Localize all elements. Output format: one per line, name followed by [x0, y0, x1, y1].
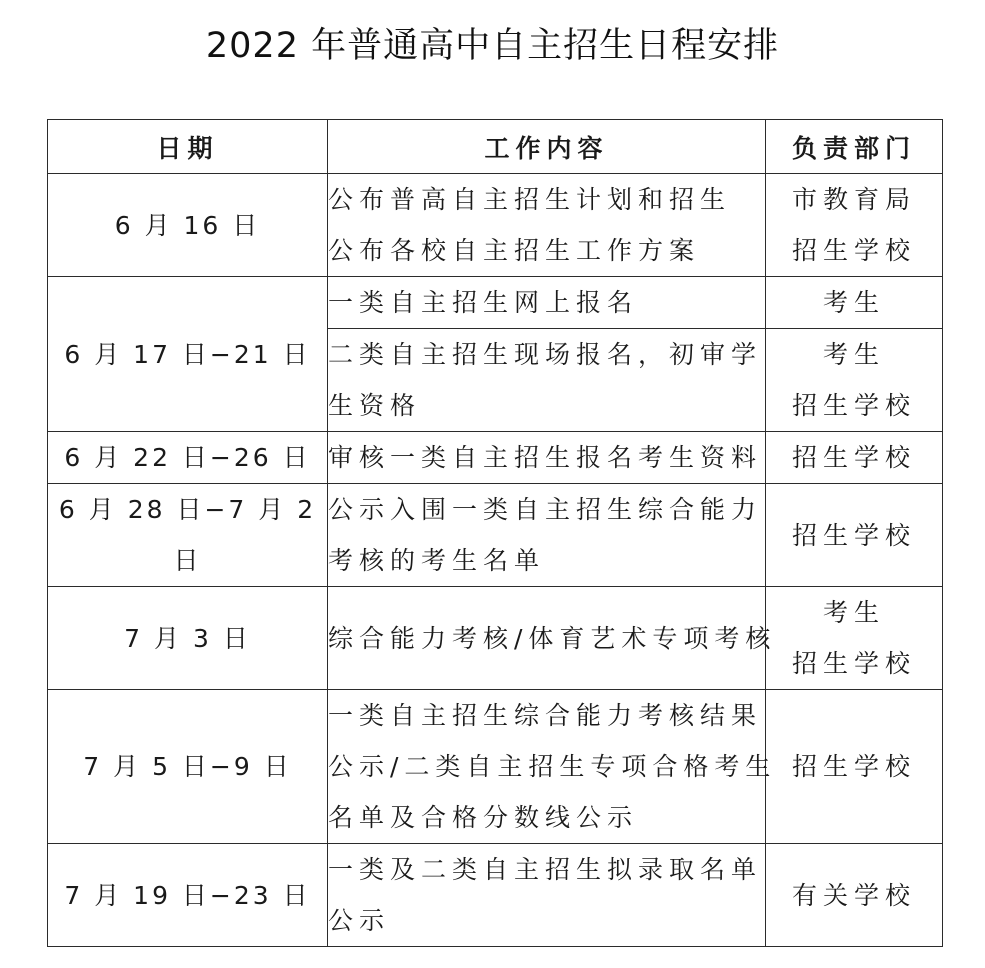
dept-cell — [766, 844, 943, 947]
dept-cell — [766, 484, 943, 587]
task-line: 一类自主招生网上报名 — [328, 288, 639, 317]
dept-line: 市教育局 — [791, 185, 916, 214]
schedule-table — [47, 119, 943, 947]
task-line: 公布普高自主招生计划和招生 — [328, 185, 732, 214]
table-row — [48, 174, 943, 277]
task-cell — [328, 329, 766, 432]
task-cell — [328, 277, 766, 329]
dept-cell — [766, 690, 943, 844]
task-cell — [328, 174, 766, 277]
task-line: 名单及合格分数线公示 — [328, 803, 639, 832]
dept-line: 招生学校 — [791, 443, 916, 472]
table-row — [48, 277, 943, 329]
date-cell: 6 月 16 日 — [48, 174, 328, 277]
task-cell — [328, 432, 766, 484]
task-line: 一类自主招生综合能力考核结果 — [328, 701, 763, 730]
dept-line: 考生 — [822, 288, 885, 317]
date-cell: 6 月 28 日−7 月 2 日 — [48, 484, 328, 587]
dept-cell — [766, 329, 943, 432]
table-row — [48, 844, 943, 947]
dept-cell — [766, 174, 943, 277]
dept-cell — [766, 277, 943, 329]
task-line: 二类自主招生现场报名，初审学 — [328, 340, 763, 369]
task-line: 公示入围一类自主招生综合能力 — [328, 495, 763, 524]
dept-line: 考生 — [822, 598, 885, 627]
dept-line: 招生学校 — [791, 520, 916, 550]
header-dept: 负责部门 — [766, 120, 943, 174]
dept-line: 招生学校 — [791, 236, 916, 265]
table-row — [48, 484, 943, 587]
task-line: 生资格 — [328, 391, 422, 420]
task-line: 考核的考生名单 — [328, 546, 546, 575]
dept-line: 招生学校 — [791, 391, 916, 420]
date-cell: 7 月 5 日−9 日 — [48, 690, 328, 844]
task-line: 公示/二类自主招生专项合格考生 — [328, 752, 777, 781]
task-line: 公布各校自主招生工作方案 — [328, 236, 701, 265]
date-cell: 7 月 19 日−23 日 — [48, 844, 328, 947]
header-task: 工作内容 — [328, 120, 766, 174]
dept-line: 招生学校 — [791, 649, 916, 678]
dept-cell — [766, 587, 943, 690]
task-cell — [328, 587, 777, 690]
task-line: 审核一类自主招生报名考生资料 — [328, 443, 763, 472]
table-row — [48, 432, 943, 484]
date-cell: 6 月 22 日−26 日 — [48, 432, 328, 484]
date-cell: 6 月 17 日−21 日 — [48, 277, 328, 432]
task-line: 综合能力考核/体育艺术专项考核 — [328, 623, 777, 653]
task-line: 一类及二类自主招生拟录取名单 — [328, 855, 763, 884]
task-line: 公示 — [328, 906, 391, 935]
dept-line: 考生 — [822, 340, 885, 369]
task-cell — [328, 484, 766, 587]
header-date: 日期 — [48, 120, 328, 174]
dept-line: 有关学校 — [791, 880, 916, 910]
page-title: 2022 年普通高中自主招生日程安排 — [205, 26, 780, 66]
task-cell — [328, 690, 777, 844]
task-cell — [328, 844, 766, 947]
date-cell: 7 月 3 日 — [48, 587, 328, 690]
table-header-row — [48, 120, 943, 174]
table-row — [48, 587, 943, 690]
dept-line: 招生学校 — [791, 752, 916, 781]
table-row — [48, 690, 943, 844]
dept-cell — [766, 432, 943, 484]
